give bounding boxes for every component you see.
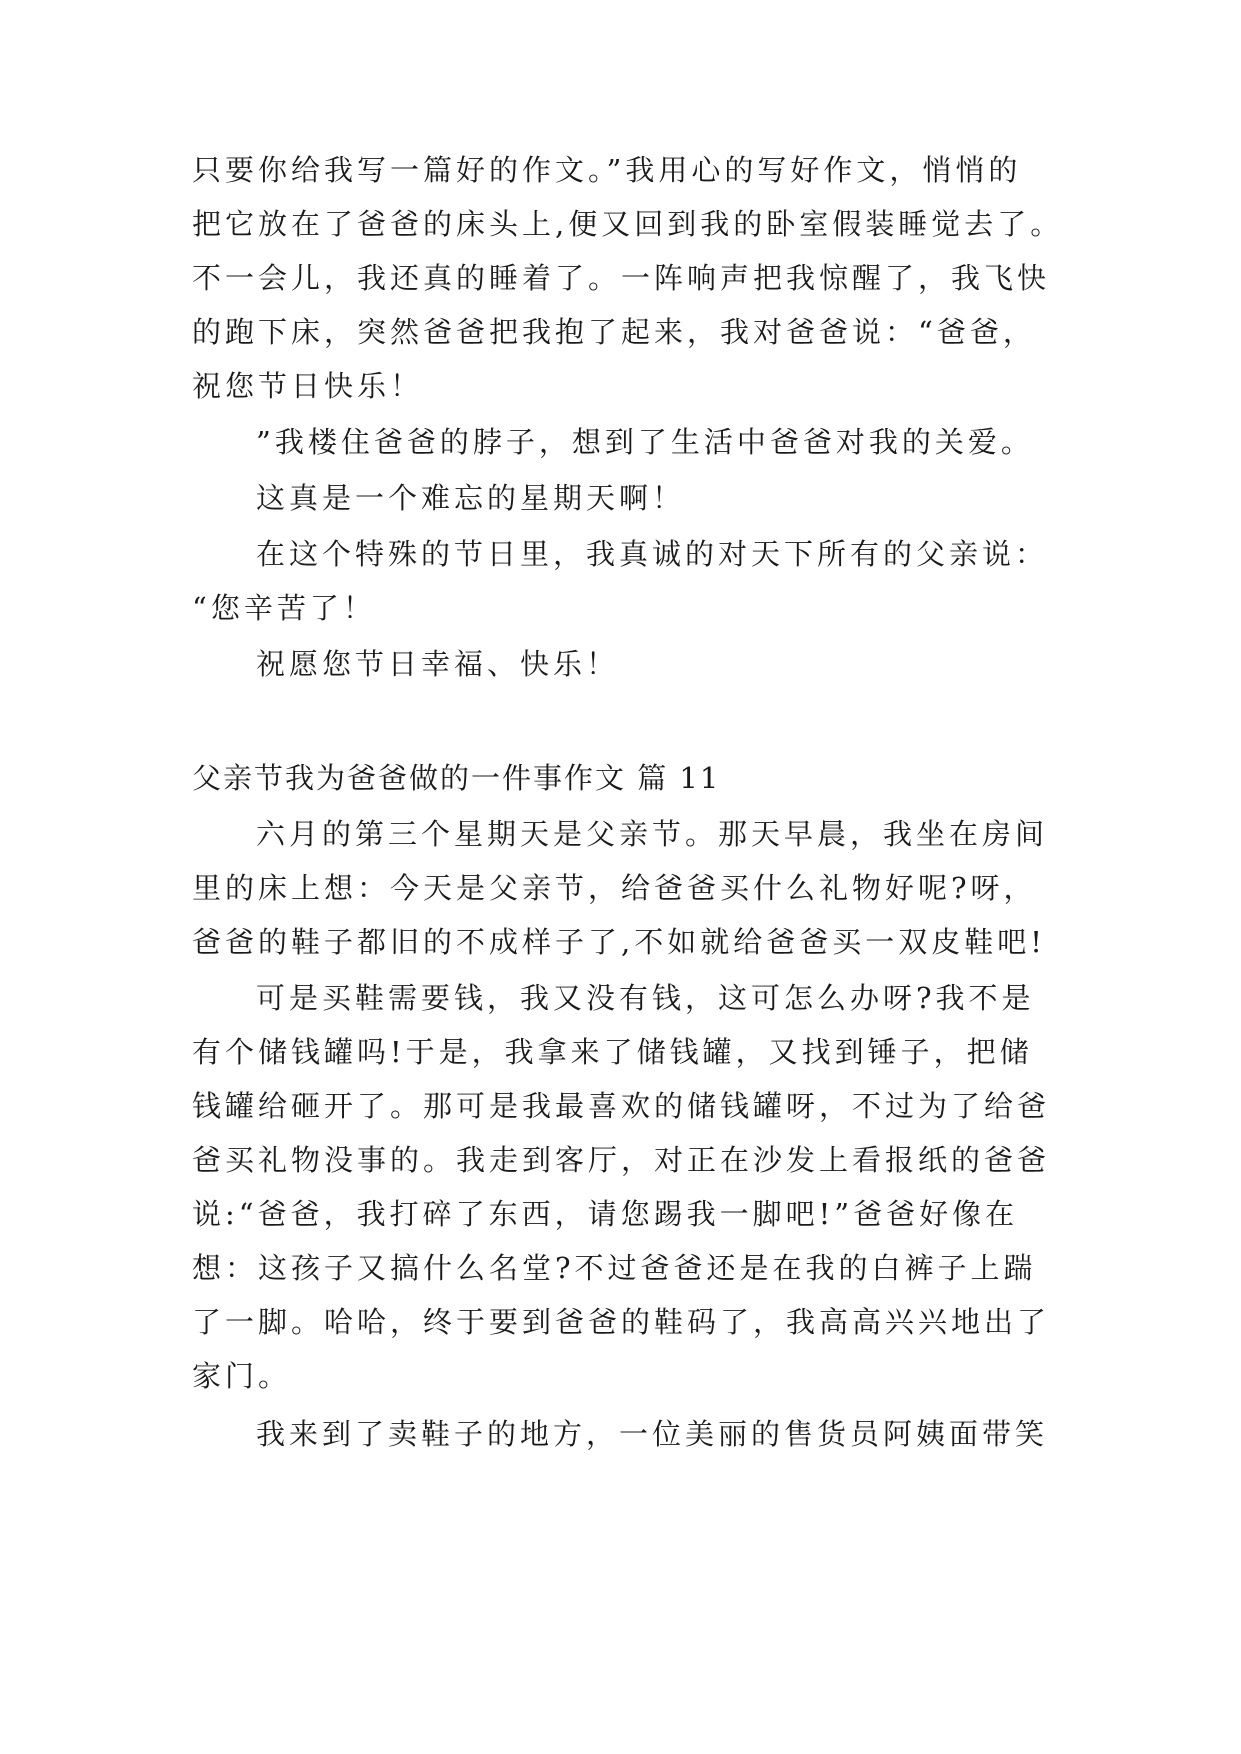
text-line: 里的床上想：今天是父亲节，给爸爸买什么礼物好呢?呀， <box>192 871 1037 905</box>
text-line: 想：这孩子又搞什么名堂?不过爸爸还是在我的白裤子上踹 <box>192 1251 1037 1285</box>
text-line: 祝您节日快乐！ <box>192 369 424 403</box>
paragraph: 在这个特殊的节日里，我真诚的对天下所有的父亲说： <box>256 537 1049 571</box>
text-line: 不一会儿，我还真的睡着了。一阵响声把我惊醒了，我飞快 <box>192 261 1051 295</box>
text-line: 爸买礼物没事的。我走到客厅，对正在沙发上看报纸的爸爸 <box>192 1143 1051 1177</box>
text-line: 只要你给我写一篇好的作文。”我用心的写好作文，悄悄的 <box>192 153 1022 187</box>
section-heading: 父亲节我为爸爸做的一件事作文 篇 11 <box>192 761 721 795</box>
text-line: 的跑下床，突然爸爸把我抱了起来，我对爸爸说：“爸爸， <box>192 315 1036 349</box>
text-line: 了一脚。哈哈，终于要到爸爸的鞋码了，我高高兴兴地出了 <box>192 1305 1051 1339</box>
paragraph: 我来到了卖鞋子的地方，一位美丽的售货员阿姨面带笑 <box>256 1417 1049 1451</box>
text-line: 把它放在了爸爸的床头上,便又回到我的卧室假装睡觉去了。 <box>192 207 1064 241</box>
text-line: 有个储钱罐吗!于是，我拿来了储钱罐，又找到锤子，把储 <box>192 1035 1033 1069</box>
text-line: 家门。 <box>192 1359 292 1393</box>
text-line: 说:“爸爸，我打碎了东西，请您踢我一脚吧!”爸爸好像在 <box>192 1197 1019 1231</box>
text-line: 钱罐给砸开了。那可是我最喜欢的储钱罐呀，不过为了给爸 <box>192 1089 1051 1123</box>
text-line: 爸爸的鞋子都旧的不成样子了,不如就给爸爸买一双皮鞋吧! <box>192 925 1046 959</box>
paragraph: 祝愿您节日幸福、快乐！ <box>256 647 620 681</box>
text-line: “您辛苦了！ <box>192 591 376 625</box>
paragraph: 可是买鞋需要钱，我又没有钱，这可怎么办呀?我不是 <box>256 981 1035 1015</box>
paragraph: ”我楼住爸爸的脖子，想到了生活中爸爸对我的关爱。 <box>256 425 1034 459</box>
paragraph: 六月的第三个星期天是父亲节。那天早晨，我坐在房间 <box>256 817 1049 851</box>
paragraph: 这真是一个难忘的星期天啊！ <box>256 481 686 515</box>
